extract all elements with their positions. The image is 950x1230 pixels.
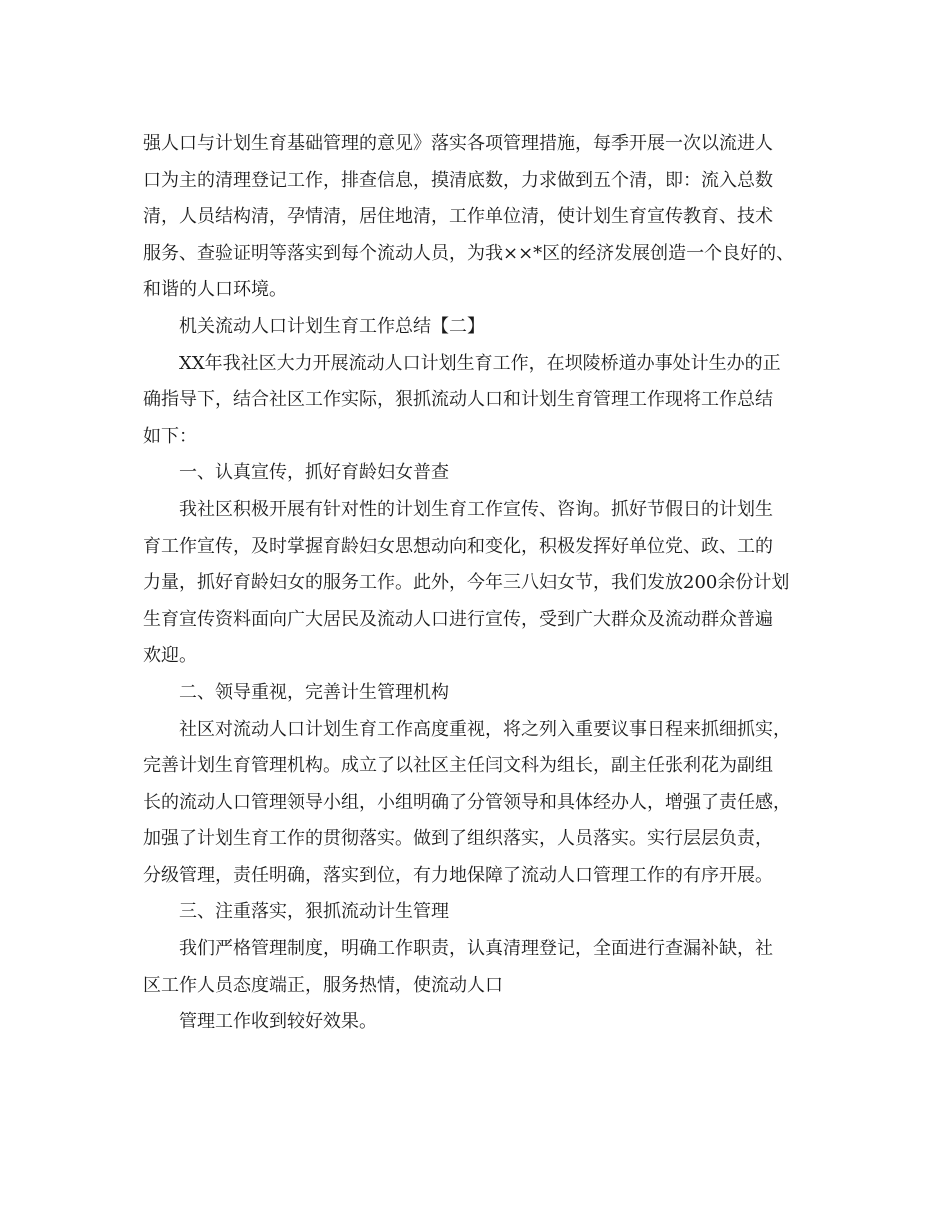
text-line: 长的流动人口管理领导小组，小组明确了分管领导和具体经办人，增强了责任感， bbox=[143, 791, 791, 813]
text-line: 分级管理，责任明确，落实到位，有力地保障了流动人口管理工作的有序开展。 bbox=[143, 864, 773, 886]
text-line: 我社区积极开展有针对性的计划生育工作宣传、咨询。抓好节假日的计划生 bbox=[179, 498, 773, 520]
section-heading: 三、注重落实，狠抓流动计生管理 bbox=[179, 901, 449, 923]
text-line: 服务、查验证明等落实到每个流动人员，为我××*区的经济发展创造一个良好的、 bbox=[143, 242, 795, 264]
text-line: XX年我社区大力开展流动人口计划生育工作，在坝陵桥道办事处计生办的正 bbox=[179, 352, 781, 374]
section-heading: 二、领导重视，完善计生管理机构 bbox=[179, 681, 449, 703]
text-line: 强人口与计划生育基础管理的意见》落实各项管理措施，每季开展一次以流进人 bbox=[143, 133, 773, 154]
text-line: 力量，抓好育龄妇女的服务工作。此外，今年三八妇女节，我们发放200余份计划 bbox=[143, 572, 790, 594]
text-line: 如下： bbox=[143, 425, 197, 447]
section-heading: 一、认真宣传，抓好育龄妇女普查 bbox=[179, 462, 449, 484]
text-line: 管理工作收到较好效果。 bbox=[179, 1011, 377, 1033]
text-line: 欢迎。 bbox=[143, 645, 197, 667]
text-line: 和谐的人口环境。 bbox=[143, 279, 287, 301]
text-line: 清，人员结构清，孕情清，居住地清，工作单位清，使计划生育宣传教育、技术 bbox=[143, 206, 773, 228]
text-line: 生育宣传资料面向广大居民及流动人口进行宣传，受到广大群众及流动群众普遍 bbox=[143, 608, 773, 630]
text-line: 口为主的清理登记工作，排查信息，摸清底数，力求做到五个清，即：流入总数 bbox=[143, 169, 773, 191]
text-line: 加强了计划生育工作的贯彻落实。做到了组织落实，人员落实。实行层层负责， bbox=[143, 828, 773, 850]
text-line: 社区对流动人口计划生育工作高度重视，将之列入重要议事日程来抓细抓实， bbox=[179, 718, 791, 740]
document-body bbox=[0, 126, 950, 1041]
section-heading: 机关流动人口计划生育工作总结【二】 bbox=[179, 315, 485, 337]
text-line: 我们严格管理制度，明确工作职责，认真清理登记，全面进行查漏补缺，社 bbox=[179, 938, 773, 960]
text-line: 确指导下，结合社区工作实际，狠抓流动人口和计划生育管理工作现将工作总结 bbox=[143, 389, 773, 411]
text-line: 区工作人员态度端正，服务热情，使流动人口 bbox=[143, 974, 503, 996]
text-line: 完善计划生育管理机构。成立了以社区主任闫文科为组长，副主任张利花为副组 bbox=[143, 755, 773, 777]
text-line: 育工作宣传，及时掌握育龄妇女思想动向和变化，积极发挥好单位党、政、工的 bbox=[143, 535, 773, 557]
